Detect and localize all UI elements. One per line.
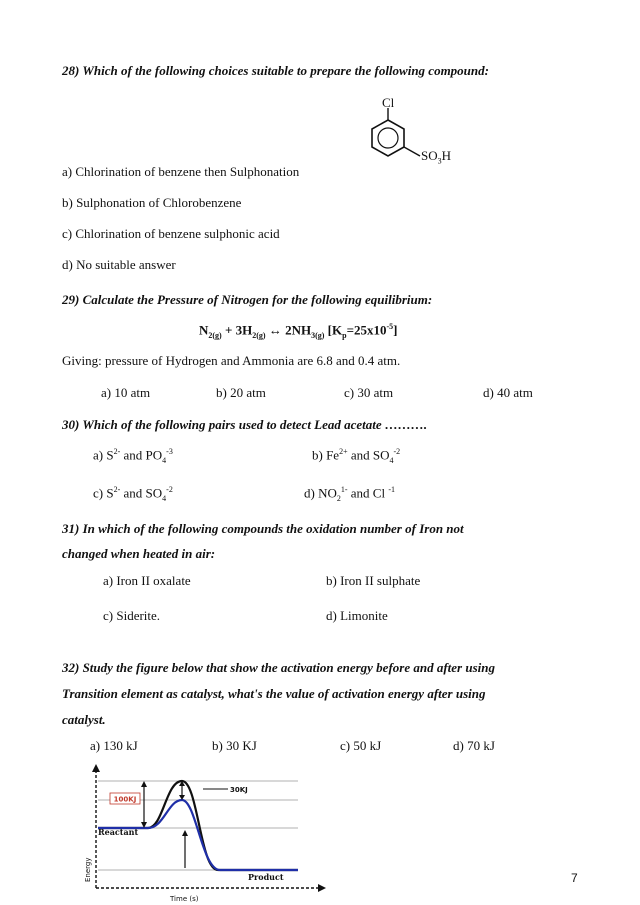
q32-choice-a[interactable]: a) 130 kJ (90, 738, 138, 753)
q32-choice-d[interactable]: d) 70 kJ (453, 738, 495, 753)
q29-choice-a[interactable]: a) 10 atm (101, 385, 151, 400)
q32-choice-c[interactable]: c) 50 kJ (340, 738, 382, 753)
label-100kj: 100KJ (113, 795, 137, 804)
question-28: 28) Which of the following choices suitable to prepare the following compound: (62, 63, 489, 78)
q28-choice-c[interactable]: c) Chlorination of benzene sulphonic acid (62, 226, 280, 241)
equilibrium-equation: $N_{2(g)} + 3H_{2(g)}$ ↔ $2NH_{3(g)}$ $[K_p=25x10^{-5}]$ (199, 322, 398, 340)
label-product: Product (248, 872, 284, 882)
label-30kj: 30KJ (230, 786, 248, 794)
q30-choice-a[interactable]: a) $S^{2-}$ and $PO_4^{-3}$ (93, 447, 173, 465)
question-32-line1: 32) Study the figure below that show the activation energy before and after using (62, 660, 495, 675)
page-number: 7 (571, 871, 578, 885)
q29-choice-d[interactable]: d) 40 atm (483, 385, 533, 400)
q30-choice-b[interactable]: b) $Fe^{2+}$ and $SO_4^{-2}$ (312, 447, 401, 465)
substituent-so3h: $SO_3H$ (421, 148, 452, 166)
q31-choice-b[interactable]: b) Iron II sulphate (326, 573, 421, 588)
question-29: 29) Calculate the Pressure of Nitrogen for the following equilibrium: (62, 292, 433, 307)
x-axis-arrow (318, 884, 326, 892)
substituent-cl: Cl (382, 95, 395, 110)
q29-choice-b[interactable]: b) 20 atm (216, 385, 266, 400)
question-31-line1: 31) In which of the following compounds the oxidation number of Iron not (62, 521, 464, 536)
x-axis-label: Time (s) (170, 895, 199, 903)
q32-choice-b[interactable]: b) 30 KJ (212, 738, 257, 753)
q31-choice-a[interactable]: a) Iron II oxalate (103, 573, 191, 588)
y-axis-arrow (92, 764, 100, 772)
q29-given: Giving: pressure of Hydrogen and Ammonia are 6.8 and 0.4 atm. (62, 353, 401, 368)
q28-choice-a[interactable]: a) Chlorination of benzene then Sulphonation (62, 164, 300, 179)
question-32-line2: Transition element as catalyst, what's the value of activation energy after using (62, 686, 486, 701)
q28-choice-b[interactable]: b) Sulphonation of Chlorobenzene (62, 195, 242, 210)
q30-choice-c[interactable]: c) $S^{2-}$ and $SO_4^{-2}$ (93, 485, 173, 503)
question-32-line3: catalyst. (62, 712, 106, 727)
q28-choice-d[interactable]: d) No suitable answer (62, 257, 176, 272)
activation-energy-diagram (78, 760, 338, 905)
label-reactant: Reactant (98, 827, 139, 837)
question-30: 30) Which of the following pairs used to detect Lead acetate ………. (62, 417, 428, 432)
q30-choice-d[interactable]: d) $NO_2^{1-}$ and Cl $^{-1}$ (304, 485, 396, 503)
q31-choice-d[interactable]: d) Limonite (326, 608, 388, 623)
y-axis-label: Energy (84, 857, 92, 882)
q29-choice-c[interactable]: c) 30 atm (344, 385, 394, 400)
question-31-line2: changed when heated in air: (62, 546, 216, 561)
q31-choice-c[interactable]: c) Siderite. (103, 608, 161, 623)
